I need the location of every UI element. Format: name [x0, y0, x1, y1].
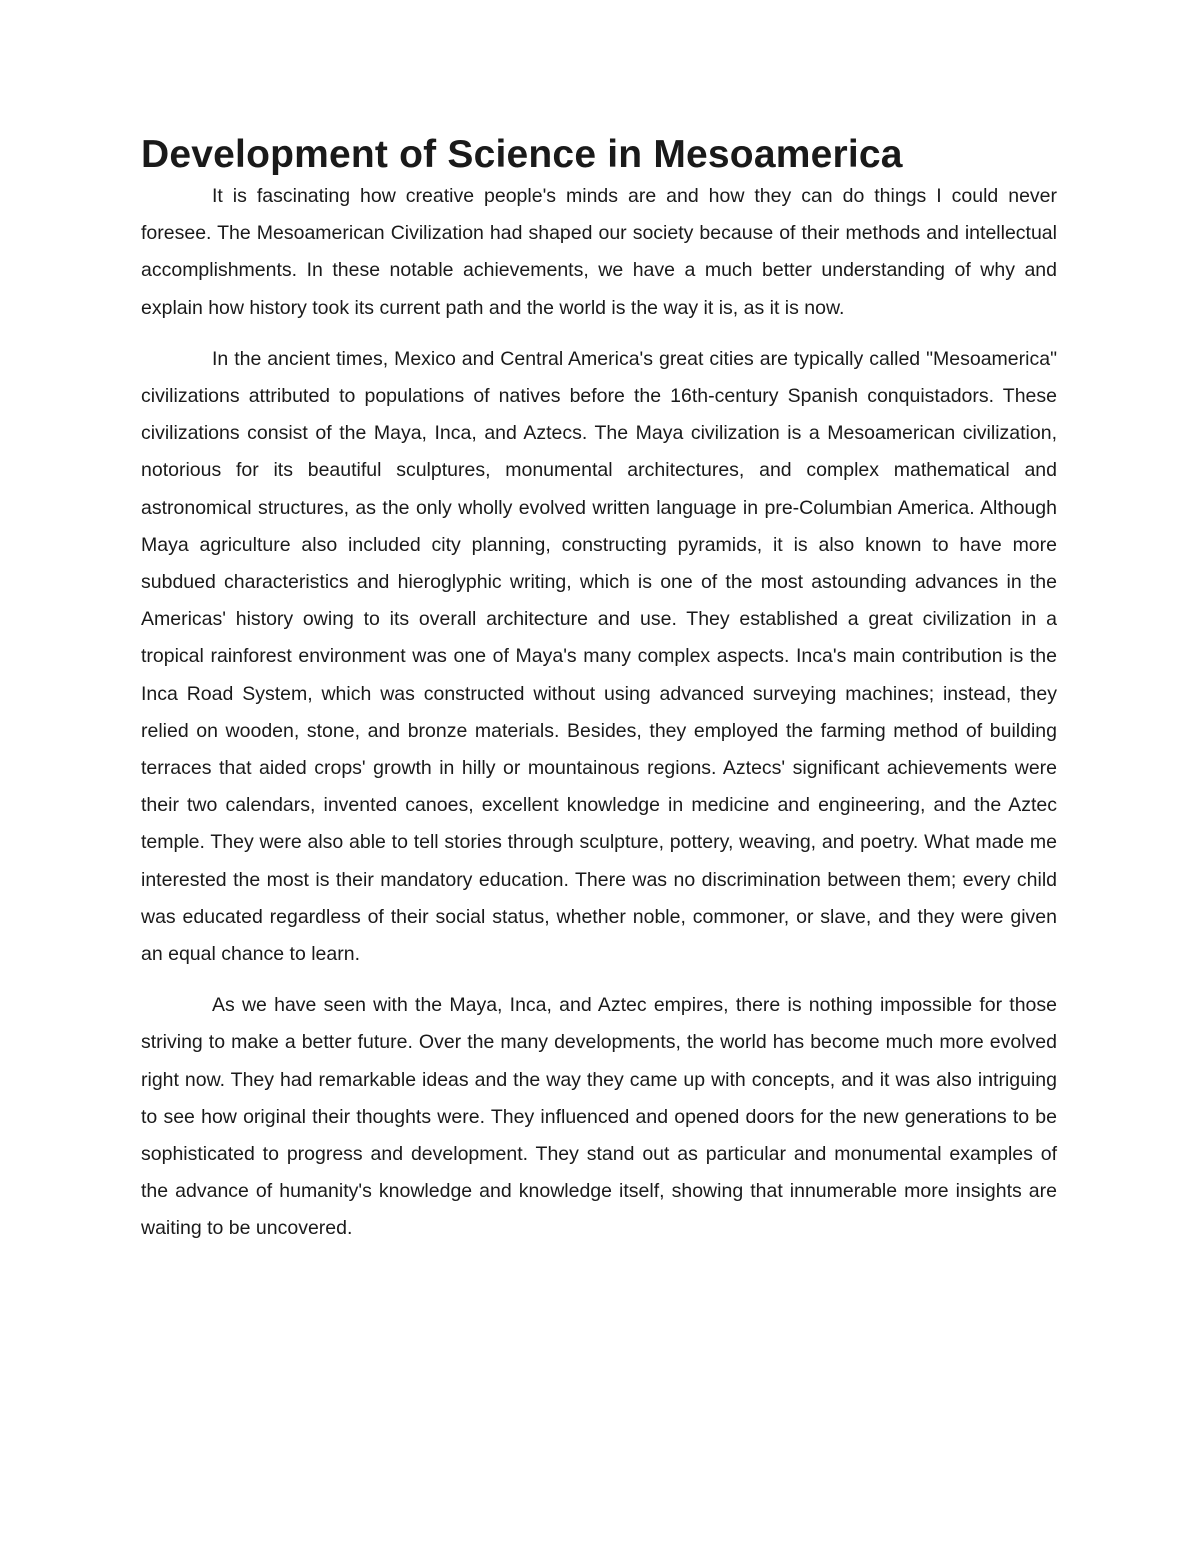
paragraph-civilizations: In the ancient times, Mexico and Central America's great cities are typically called "Mesoamerica" civilizations attributed to populations of natives before the 16th-century Spanish conquistadors. These civilizations consist of the Maya, Inca, and Aztecs. The Maya civilization is a Mesoamerican civilization, notorious for its beautiful sculptures, monumental architectures, and complex mathematical and astronomical structures, as the only wholly evolved written language in pre-Columbian America. Although Maya agriculture also included city planning, constructing pyramids, it is also known to have more subdued characteristics and hieroglyphic writing, which is one of the most astounding advances in the Americas' history owing to its overall architecture and use. They established a great civilization in a tropical rainforest environment was one of Maya's many complex aspects. Inca's main contribution is the Inca Road System, which was constructed without using advanced surveying machines; instead, they relied on wooden, stone, and bronze materials. Besides, they employed the farming method of building terraces that aided crops' growth in hilly or mountainous regions. Aztecs' significant achievements were their two calendars, invented canoes, excellent knowledge in medicine and engineering, and the Aztec temple. They were also able to tell stories through sculpture, pottery, weaving, and poetry. What made me interested the most is their mandatory education. There was no discrimination between them; every child was educated regardless of their social status, whether noble, commoner, or slave, and they were given an equal chance to learn. — [141, 347, 1057, 966]
document-title: Development of Science in Mesoamerica — [141, 133, 903, 176]
paragraph-conclusion: As we have seen with the Maya, Inca, and Aztec empires, there is nothing impossible for those striving to make a better future. Over the many developments, the world has become much more evolved right now. They had remarkable ideas and the way they came up with concepts, and it was also intriguing to see how original their thoughts were. They influenced and opened doors for the new generations to be sophisticated to progress and development. They stand out as particular and monumental examples of the advance of humanity's knowledge and knowledge itself, showing that innumerable more insights are waiting to be uncovered. — [141, 994, 1057, 1240]
document-body — [141, 133, 1057, 1248]
paragraph-introduction: It is fascinating how creative people's minds are and how they can do things I could never foresee. The Mesoamerican Civilization had shaped our society because of their methods and intellectual accomplishments. In these notable achievements, we have a much better understanding of why and explain how history took its current path and the world is the way it is, as it is now. — [141, 185, 1057, 319]
